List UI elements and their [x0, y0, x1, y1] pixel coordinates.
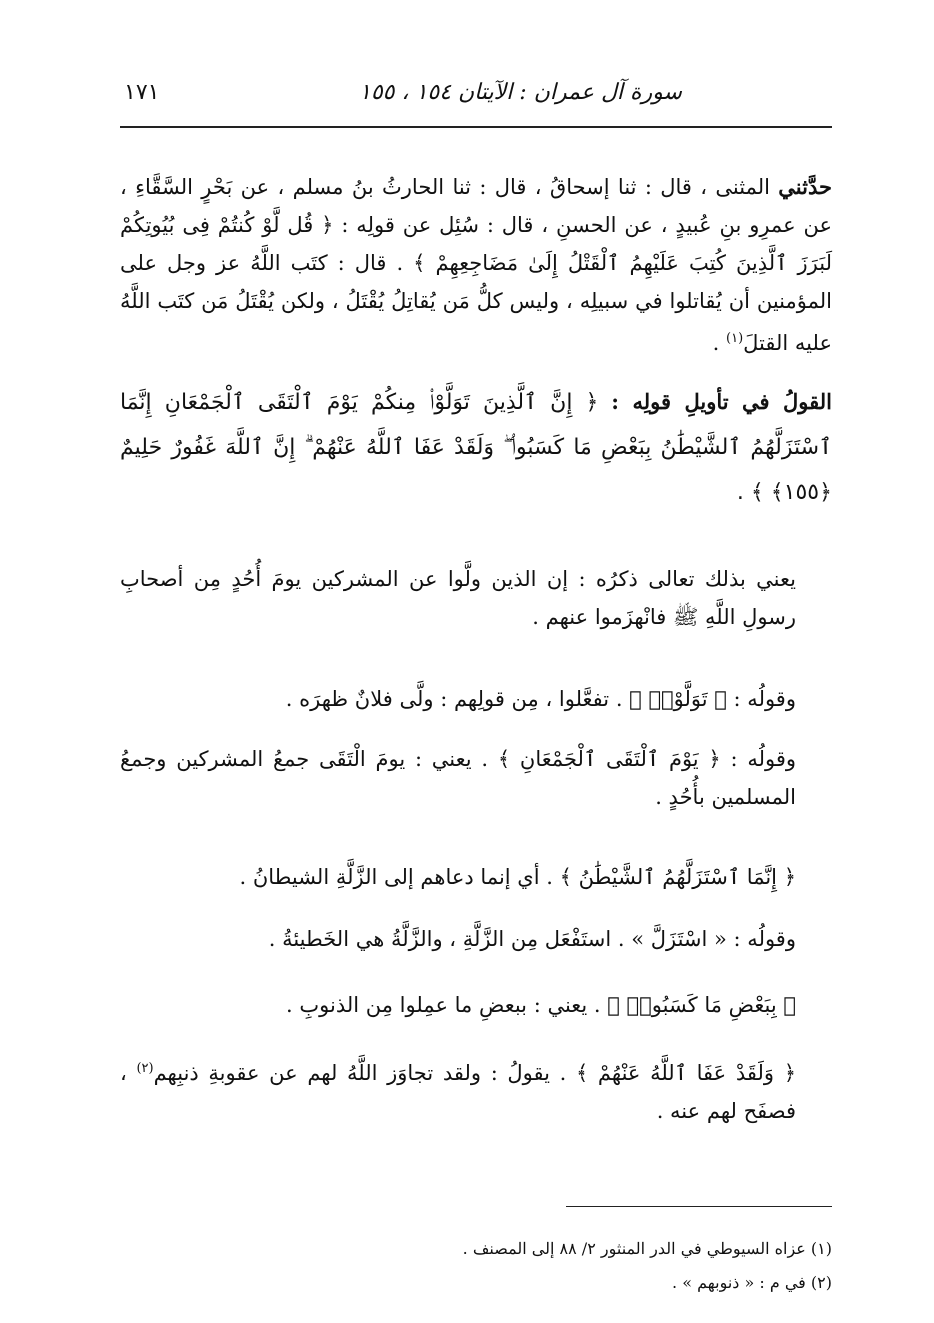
paragraph-text: وقولُه : ﴿ تَوَلَّوْا۟ ﴾ . تفعَّلوا ، مِن قولِهم : ولَّى فلانٌ ظهرَه . — [285, 687, 796, 711]
paragraph-afa — [120, 1050, 832, 1130]
quran-verse: ﴿ إِنَّ ٱلَّذِينَ تَوَلَّوْا۟ مِنكُمْ يَوْمَ ٱلْتَقَى ٱلْجَمْعَانِ إِنَّمَا ٱسْتَزَلَّهُمُ ٱلشَّيْطَٰنُ بِبَعْضِ مَا كَسَبُوا۟ ۖ وَلَقَدْ عَفَا ٱللَّهُ عَنْهُمْ ۗ إِنَّ ٱللَّهَ غَفُورٌ حَلِيمٌ ﴿١٥٥﴾ ﴾ . — [120, 390, 832, 505]
paragraph-istazalla — [120, 920, 832, 958]
running-title: سورة آل عمران : الآيتان ١٥٤ ، ١٥٥ — [359, 80, 682, 105]
paragraph-text: وقولُه : ﴿ يَوْمَ ٱلْتَقَى ٱلْجَمْعَانِ ﴾ . يعني : يومَ الْتَقَى جمعُ المشركين وجمعُ المسلمين بأُحُدٍ . — [120, 747, 796, 809]
footnote-rule — [566, 1206, 832, 1207]
paragraph-end: . — [712, 331, 726, 355]
paragraph-text: ﴿ وَلَقَدْ عَفَا ٱللَّهُ عَنْهُمْ ﴾ . يقولُ : ولقد تجاوَز اللَّهُ لهم عن عقوبةِ ذنبِهم — [153, 1061, 796, 1085]
paragraph-text: وقولُه : « اسْتَزَلَّ » . استَفْعَل مِن الزَّلَّةِ ، والزَّلَّةُ هي الخَطيئةُ . — [268, 927, 796, 951]
paragraph-text: المثنى ، قال : ثنا إسحاقُ ، قال : ثنا الحارثُ بنُ مسلم ، عن بَحْرٍ السَّقَّاءِ ، عن عمرِو بنِ عُبيدٍ ، عن الحسنِ ، قال : سُئِل عن قولِه : ﴿ قُل لَّوْ كُنتُمْ فِى بُيُوتِكُمْ لَبَرَزَ ٱلَّذِينَ كُتِبَ عَلَيْهِمُ ٱلْقَتْلُ إِلَىٰ مَضَاجِعِهِمْ ﴾ . قال : كتَب اللَّهُ عز وجل على المؤمنين أن يُقاتلوا في سبيلِه ، وليس كلُّ مَن يُقاتِلُ يُقْتَلُ ، ولكن يُقْتَلُ مَن كتَب اللَّهُ عليه القتلَ — [120, 175, 832, 355]
lead-word: حدَّثني — [778, 174, 832, 199]
page-number: ١٧١ — [124, 80, 160, 105]
page-header — [120, 78, 832, 118]
paragraph-istazallahum — [120, 858, 832, 896]
paragraph-explanation — [120, 560, 832, 636]
footnote-1: (١) عزاه السيوطي في الدر المنثور ٢/ ٨٨ إلى المصنف . — [462, 1239, 832, 1258]
paragraph-tawallaw — [120, 680, 832, 718]
paragraph-bibadi — [120, 986, 832, 1024]
paragraph-jamaan — [120, 740, 832, 816]
paragraph-end: ، فصفَح لهم عنه . — [120, 1061, 796, 1123]
footnote-ref: (١) — [726, 331, 744, 346]
paragraph-hadith — [120, 168, 832, 362]
header-rule — [120, 126, 832, 128]
paragraph-text: يعني بذلك تعالى ذكرُه : إن الذين ولَّوا عن المشركين يومَ أُحُدٍ مِن أصحابِ رسولِ اللَّهِ ﷺ فانْهزَموا عنهم . — [120, 567, 796, 629]
paragraph-verse-heading — [120, 380, 832, 515]
paragraph-text: ﴿ إِنَّمَا ٱسْتَزَلَّهُمُ ٱلشَّيْطَٰنُ ﴾ . أي إنما دعاهم إلى الزَّلَّةِ الشيطانُ . — [239, 865, 796, 889]
footnote-ref: (٢) — [136, 1061, 154, 1076]
footnotes — [120, 1232, 832, 1300]
section-heading: القولُ في تأويلِ قولِه : — [611, 389, 832, 414]
paragraph-text: ﴿ بِبَعْضِ مَا كَسَبُوا۟ ﴾ . يعني : ببعضِ ما عمِلوا مِن الذنوبِ . — [286, 993, 796, 1017]
footnote-2: (٢) في م : « ذنوبهم » . — [672, 1273, 832, 1292]
